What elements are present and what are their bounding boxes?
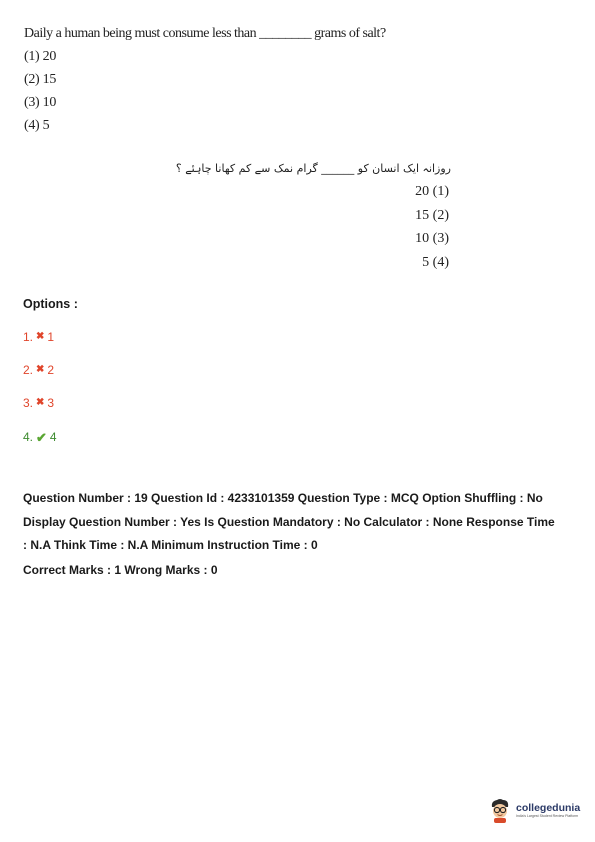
- choice-ur-4: 5 (4): [422, 254, 449, 270]
- brand-name: collegedunia: [516, 802, 581, 814]
- choice-en-3: (3) 10: [24, 95, 57, 110]
- cross-icon: ✖: [36, 397, 45, 408]
- option-value: 2: [47, 363, 55, 377]
- question-stem-ur: روزانہ ایک انسان کو ______ گرام نمک سے کم کھانا چاہئے ؟: [175, 162, 451, 175]
- checkmark-icon: ✔: [36, 429, 47, 445]
- choice-ur-3: 10 (3): [415, 231, 449, 246]
- choice-en-1: (1) 20: [24, 49, 57, 64]
- meta-line-1: Question Number : 19 Question Id : 4233101359 Question Type : MCQ Option Shuffling : No: [23, 491, 543, 505]
- cross-icon: ✖: [36, 331, 45, 342]
- choice-en-2: (2) 15: [24, 72, 57, 87]
- question-english: [24, 22, 386, 137]
- option-number: 4.: [23, 430, 34, 444]
- option-number: 1.: [23, 330, 34, 344]
- choice-en-4: (4) 5: [24, 118, 50, 133]
- question-meta: [23, 487, 578, 582]
- option-value: 4: [49, 430, 57, 444]
- marks-line: Correct Marks : 1 Wrong Marks : 0: [23, 562, 218, 577]
- brand-tagline: India's Largest Student Review Platform: [516, 814, 579, 818]
- question-urdu: [175, 158, 451, 274]
- option-number: 3.: [23, 396, 34, 410]
- choice-ur-2: 15 (2): [415, 207, 449, 223]
- meta-line-3: : N.A Think Time : N.A Minimum Instruction Time : 0: [23, 538, 318, 552]
- option-3: [23, 396, 54, 410]
- option-4: [23, 430, 57, 444]
- question-stem-en: Daily a human being must consume less than ________ grams of salt?: [24, 26, 386, 41]
- cross-icon: ✖: [36, 364, 45, 375]
- mascot-icon: [488, 798, 512, 824]
- option-2: [23, 363, 54, 377]
- option-value: 3: [47, 396, 55, 410]
- options-title: Options :: [23, 297, 78, 311]
- choice-ur-1: 20 (1): [415, 184, 449, 199]
- option-1: [23, 330, 54, 344]
- option-value: 1: [47, 330, 55, 344]
- collegedunia-logo: [488, 798, 580, 824]
- option-number: 2.: [23, 363, 34, 377]
- meta-line-2: Display Question Number : Yes Is Question Mandatory : No Calculator : None Response Time: [23, 514, 555, 529]
